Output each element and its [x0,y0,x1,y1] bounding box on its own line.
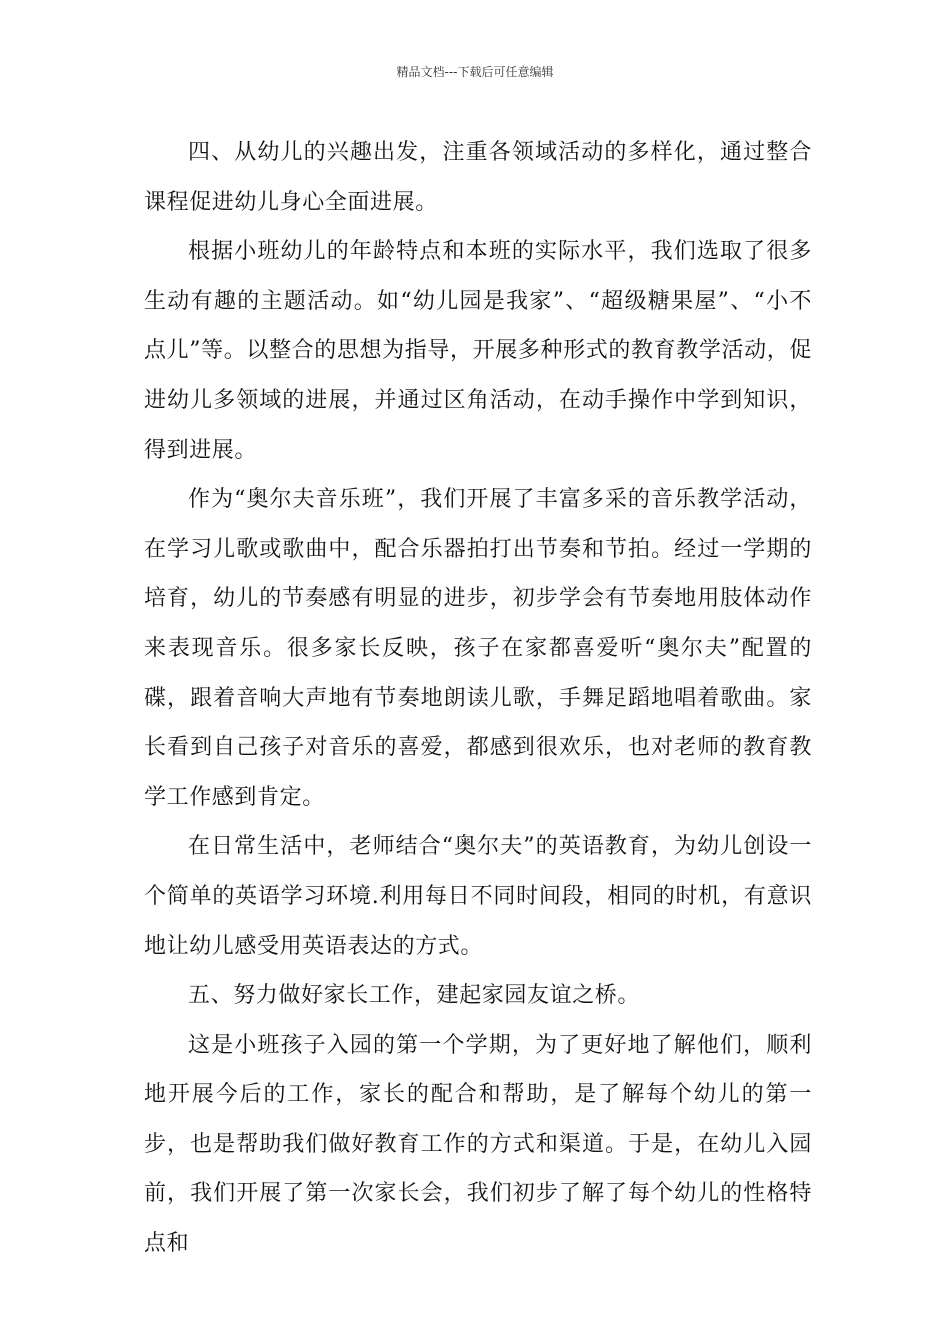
paragraph-theme-activities: 根据小班幼儿的年龄特点和本班的实际水平，我们选取了很多生动有趣的主题活动。如“幼儿园是我家”、“超级糖果屋”、“小不点儿”等。以整合的思想为指导，开展多种形式的教育教学活动，促进幼儿多领域的进展，并通过区角活动，在动手操作中学到知识，得到进展。 [144,239,812,463]
paragraph-section-four-heading: 四、从幼儿的兴趣出发，注重各领域活动的多样化，通过整合课程促进幼儿身心全面进展。 [144,140,812,215]
paragraph-english-education: 在日常生活中，老师结合“奥尔夫”的英语教育，为幼儿创设一个简单的英语学习环境.利用每日不同时间段，相同的时机，有意识地让幼儿感受用英语表达的方式。 [144,834,812,959]
paragraph-parent-work: 这是小班孩子入园的第一个学期，为了更好地了解他们，顺利地开展今后的工作，家长的配合和帮助，是了解每个幼儿的第一步，也是帮助我们做好教育工作的方式和渠道。于是，在幼儿入园前，我们开展了第一次家长会，我们初步了解了每个幼儿的性格特点和 [144,1032,812,1257]
paragraph-orff-music: 作为“奥尔夫音乐班”，我们开展了丰富多采的音乐教学活动，在学习儿歌或歌曲中，配合乐器拍打出节奏和节拍。经过一学期的培育，幼儿的节奏感有明显的进步，初步学会有节奏地用肢体动作来表现音乐。很多家长反映，孩子在家都喜爱听“奥尔夫”配置的碟，跟着音响大声地有节奏地朗读儿歌，手舞足蹈地唱着歌曲。家长看到自己孩子对音乐的喜爱，都感到很欢乐，也对老师的教育教学工作感到肯定。 [144,487,812,810]
page-header: 精品文档---下载后可任意编辑 [396,65,554,79]
paragraph-section-five-heading: 五、努力做好家长工作，建起家园友谊之桥。 [188,983,641,1009]
document-body [144,128,812,1269]
